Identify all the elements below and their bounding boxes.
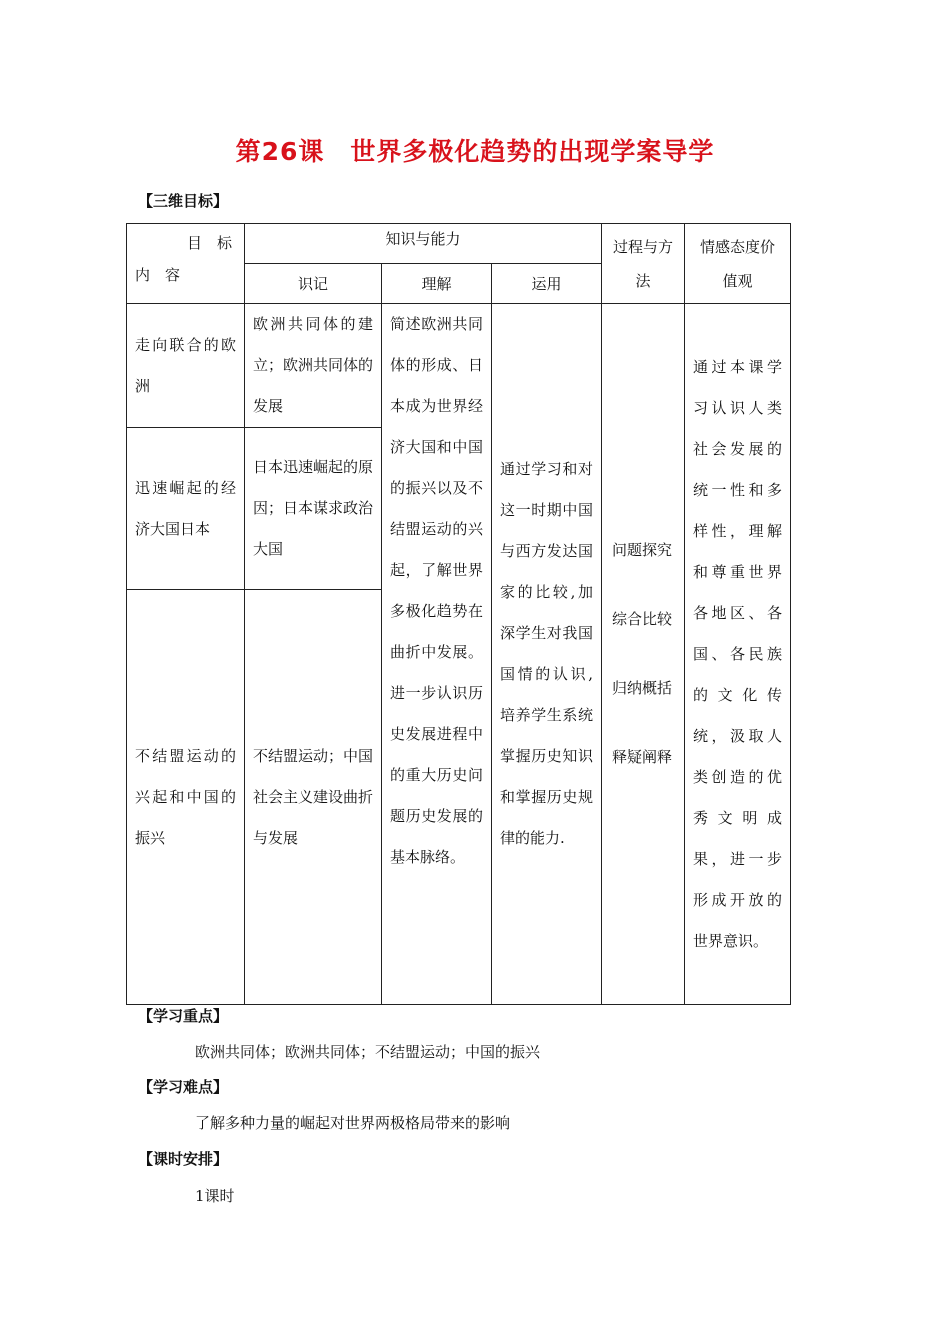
row-memory-japan: 日本迅速崛起的原因；日本谋求政治大国 xyxy=(245,428,382,590)
header-corner-content: 内 容 xyxy=(135,266,181,284)
difficulties-text: 了解多种力量的崛起对世界两极格局带来的影响 xyxy=(195,1114,511,1132)
header-process-method: 过程与方法 xyxy=(602,224,685,304)
row-content-nonaligned: 不结盟运动的兴起和中国的振兴 xyxy=(127,590,245,1005)
goals-table xyxy=(126,223,791,1005)
subheader-memory: 识记 xyxy=(245,264,382,304)
row-content-japan: 迅速崛起的经济大国日本 xyxy=(127,428,245,590)
difficulties-heading: 【学习难点】 xyxy=(138,1078,229,1096)
header-emotion-values: 情感态度价值观 xyxy=(685,224,791,304)
key-points-heading: 【学习重点】 xyxy=(138,1007,229,1025)
row-memory-europe: 欧洲共同体的建立；欧洲共同体的发展 xyxy=(245,304,382,428)
row-content-europe: 走向联合的欧洲 xyxy=(127,304,245,428)
key-points-text: 欧洲共同体；欧洲共同体；不结盟运动；中国的振兴 xyxy=(195,1043,541,1061)
schedule-text: 1课时 xyxy=(195,1187,235,1205)
section-goals-heading: 【三维目标】 xyxy=(138,192,229,210)
header-corner-cell xyxy=(127,224,245,304)
understand-cell: 简述欧洲共同体的形成、日本成为世界经济大国和中国的振兴以及不结盟运动的兴起，了解世界多极化趋势在曲折中发展。进一步认识历史发展进程中的重大历史问题历史发展的基本脉络。 xyxy=(382,304,492,1005)
header-corner-goal: 目 标 xyxy=(187,234,233,252)
header-knowledge-ability: 知识与能力 xyxy=(245,224,602,264)
method-item: 综合比较 xyxy=(612,610,673,628)
apply-cell: 通过学习和对这一时期中国与西方发达国家的比较,加深学生对我国国情的认识,培养学生系统掌握历史知识和掌握历史规律的能力. xyxy=(492,304,602,1005)
subheader-understand: 理解 xyxy=(382,264,492,304)
subheader-apply: 运用 xyxy=(492,264,602,304)
method-item: 问题探究 xyxy=(612,541,673,559)
emotion-cell: 通过本课学习认识人类社会发展的统一性和多样性，理解和尊重世界各地区、各国、各民族的文化传统，汲取人类创造的优秀文明成果，进一步形成开放的世界意识。 xyxy=(685,304,791,1005)
page-title: 第26课 世界多极化趋势的出现学案导学 xyxy=(235,137,715,166)
methods-cell xyxy=(602,304,685,1005)
method-item: 归纳概括 xyxy=(612,679,673,697)
method-item: 释疑阐释 xyxy=(612,748,673,766)
row-memory-nonaligned: 不结盟运动；中国社会主义建设曲折与发展 xyxy=(245,590,382,1005)
schedule-heading: 【课时安排】 xyxy=(138,1150,229,1168)
